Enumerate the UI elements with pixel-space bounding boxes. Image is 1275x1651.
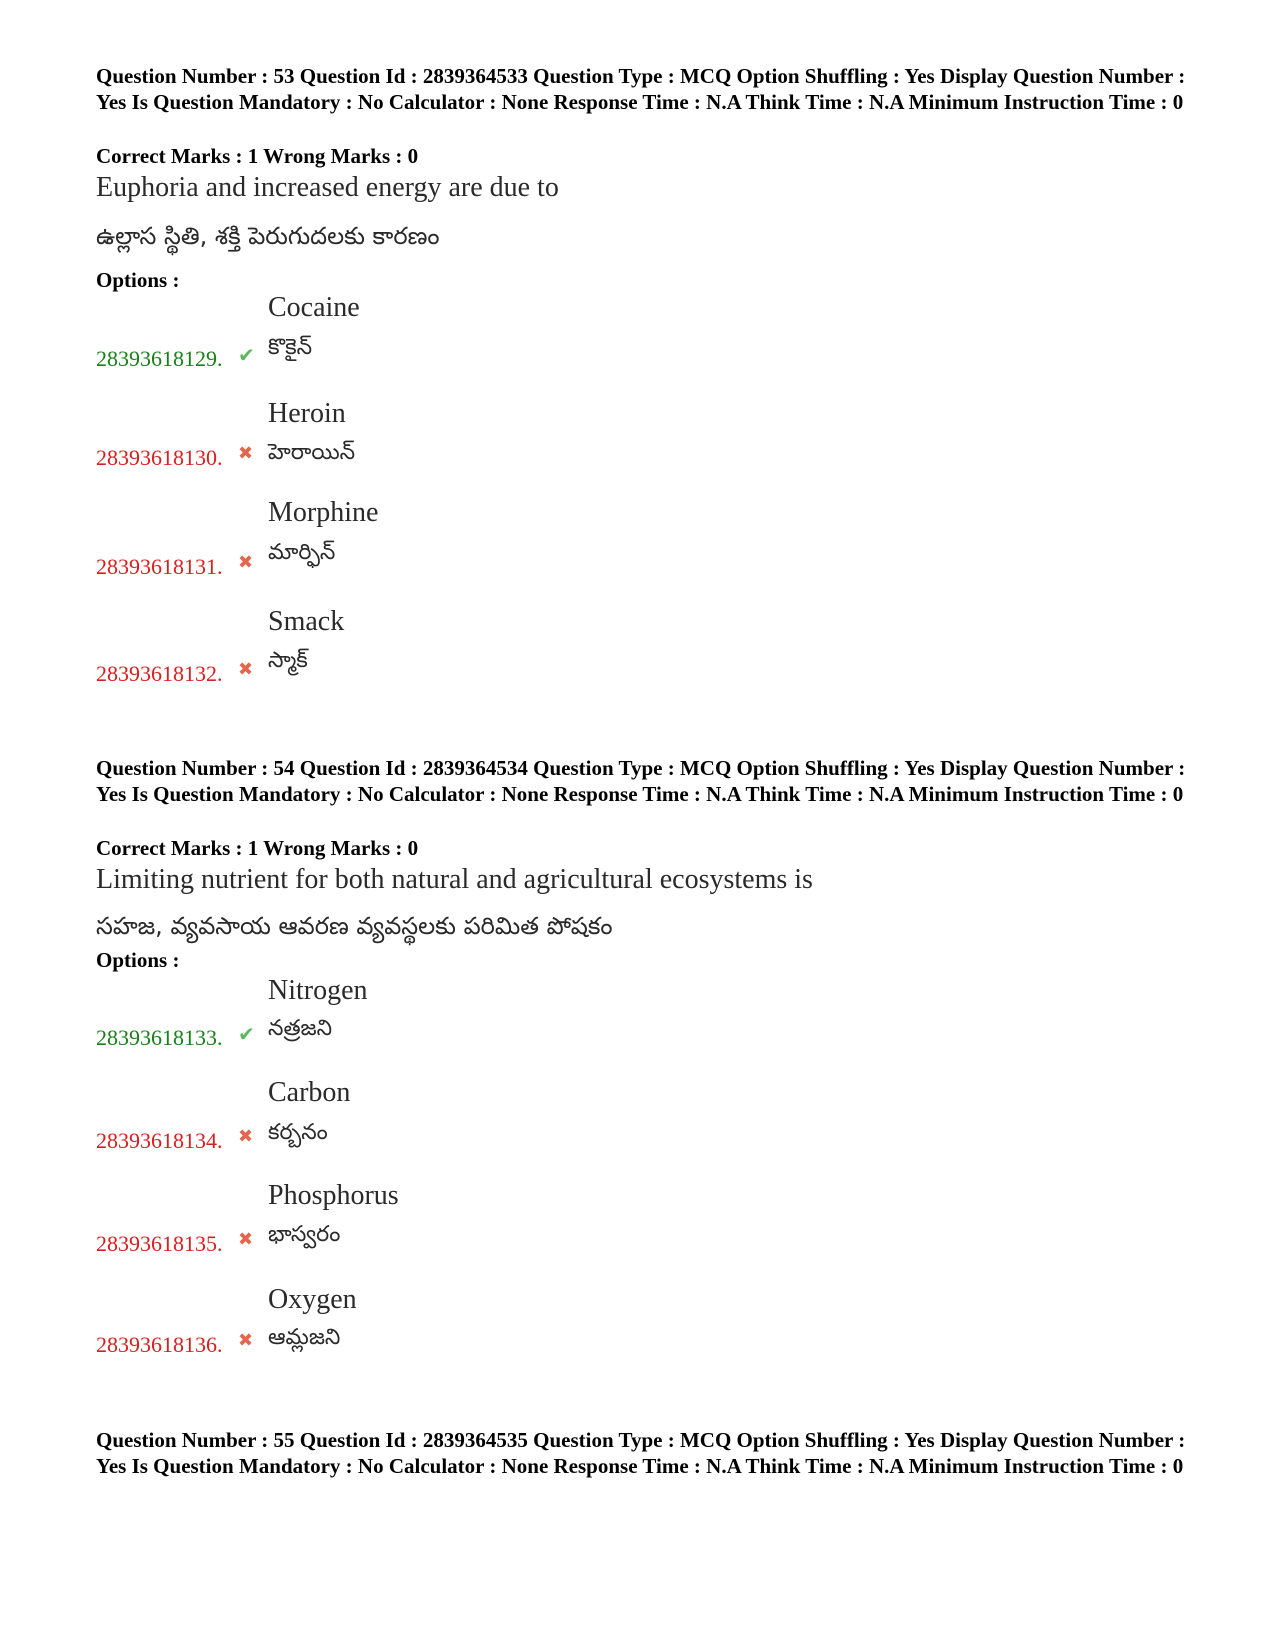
q54-meta: Question Number : 54 Question Id : 2839364534 Question Type : MCQ Option Shuffling : Yes Display Question Number : Yes Is Question Mandatory : No Calculator : None Response Time : N.A Think Time : N.A Minimum Instruction Time : 0 <box>96 756 1186 806</box>
cross-icon: ✖ <box>238 443 254 464</box>
q54-option-id: 28393618135. <box>96 1231 223 1256</box>
check-icon: ✔ <box>238 343 255 367</box>
q53-text-te: ఉల్లాస స్థితి, శక్తి పెరుగుదలకు కారణం <box>96 222 440 250</box>
q53-option-te: మార్ఫిన్ <box>268 540 336 565</box>
q54-option-te: నత్రజని <box>268 1016 333 1041</box>
q53-option-en: Cocaine <box>268 292 360 323</box>
q54-option-id: 28393618133. <box>96 1025 223 1050</box>
q53-option-en: Heroin <box>268 398 346 429</box>
cross-icon: ✖ <box>238 659 254 680</box>
q54-options-label: Options : <box>96 948 180 972</box>
check-icon: ✔ <box>238 1022 255 1046</box>
q54-text-te: సహజ, వ్యవసాయ ఆవరణ వ్యవస్థలకు పరిమిత పోషకం <box>96 912 613 940</box>
q53-option-id: 28393618132. <box>96 661 223 686</box>
q54-marks: Correct Marks : 1 Wrong Marks : 0 <box>96 836 419 860</box>
q54-option-en: Nitrogen <box>268 975 368 1006</box>
q53-marks: Correct Marks : 1 Wrong Marks : 0 <box>96 144 419 168</box>
q55-meta: Question Number : 55 Question Id : 2839364535 Question Type : MCQ Option Shuffling : Yes Display Question Number : Yes Is Question Mandatory : No Calculator : None Response Time : N.A Think Time : N.A Minimum Instruction Time : 0 <box>96 1428 1186 1478</box>
q53-option-id: 28393618130. <box>96 445 223 470</box>
q53-option-en: Smack <box>268 606 345 637</box>
q53-option-id: 28393618131. <box>96 554 223 579</box>
cross-icon: ✖ <box>238 1229 254 1250</box>
q53-option-te: స్మాక్ <box>268 648 308 673</box>
cross-icon: ✖ <box>238 1126 254 1147</box>
q54-option-en: Carbon <box>268 1077 351 1108</box>
q54-option-en: Phosphorus <box>268 1180 399 1211</box>
q54-option-te: భాస్వరం <box>268 1222 341 1247</box>
q53-meta: Question Number : 53 Question Id : 2839364533 Question Type : MCQ Option Shuffling : Yes Display Question Number : Yes Is Question Mandatory : No Calculator : None Response Time : N.A Think Time : N.A Minimum Instruction Time : 0 <box>96 64 1186 114</box>
q53-options-label: Options : <box>96 268 180 292</box>
q53-option-en: Morphine <box>268 497 379 528</box>
cross-icon: ✖ <box>238 552 254 573</box>
q53-option-id: 28393618129. <box>96 346 223 371</box>
q54-option-id: 28393618134. <box>96 1128 223 1153</box>
q54-option-id: 28393618136. <box>96 1332 223 1357</box>
cross-icon: ✖ <box>238 1330 254 1351</box>
q54-option-te: కర్బనం <box>268 1120 328 1145</box>
q54-option-en: Oxygen <box>268 1284 357 1315</box>
q53-option-te: హెరాయిన్ <box>268 440 356 465</box>
q54-option-te: ఆమ్లజని <box>268 1325 341 1350</box>
q53-text-en: Euphoria and increased energy are due to <box>96 172 559 203</box>
q53-option-te: కొకైన్ <box>268 335 313 360</box>
q54-text-en: Limiting nutrient for both natural and agricultural ecosystems is <box>96 864 813 895</box>
